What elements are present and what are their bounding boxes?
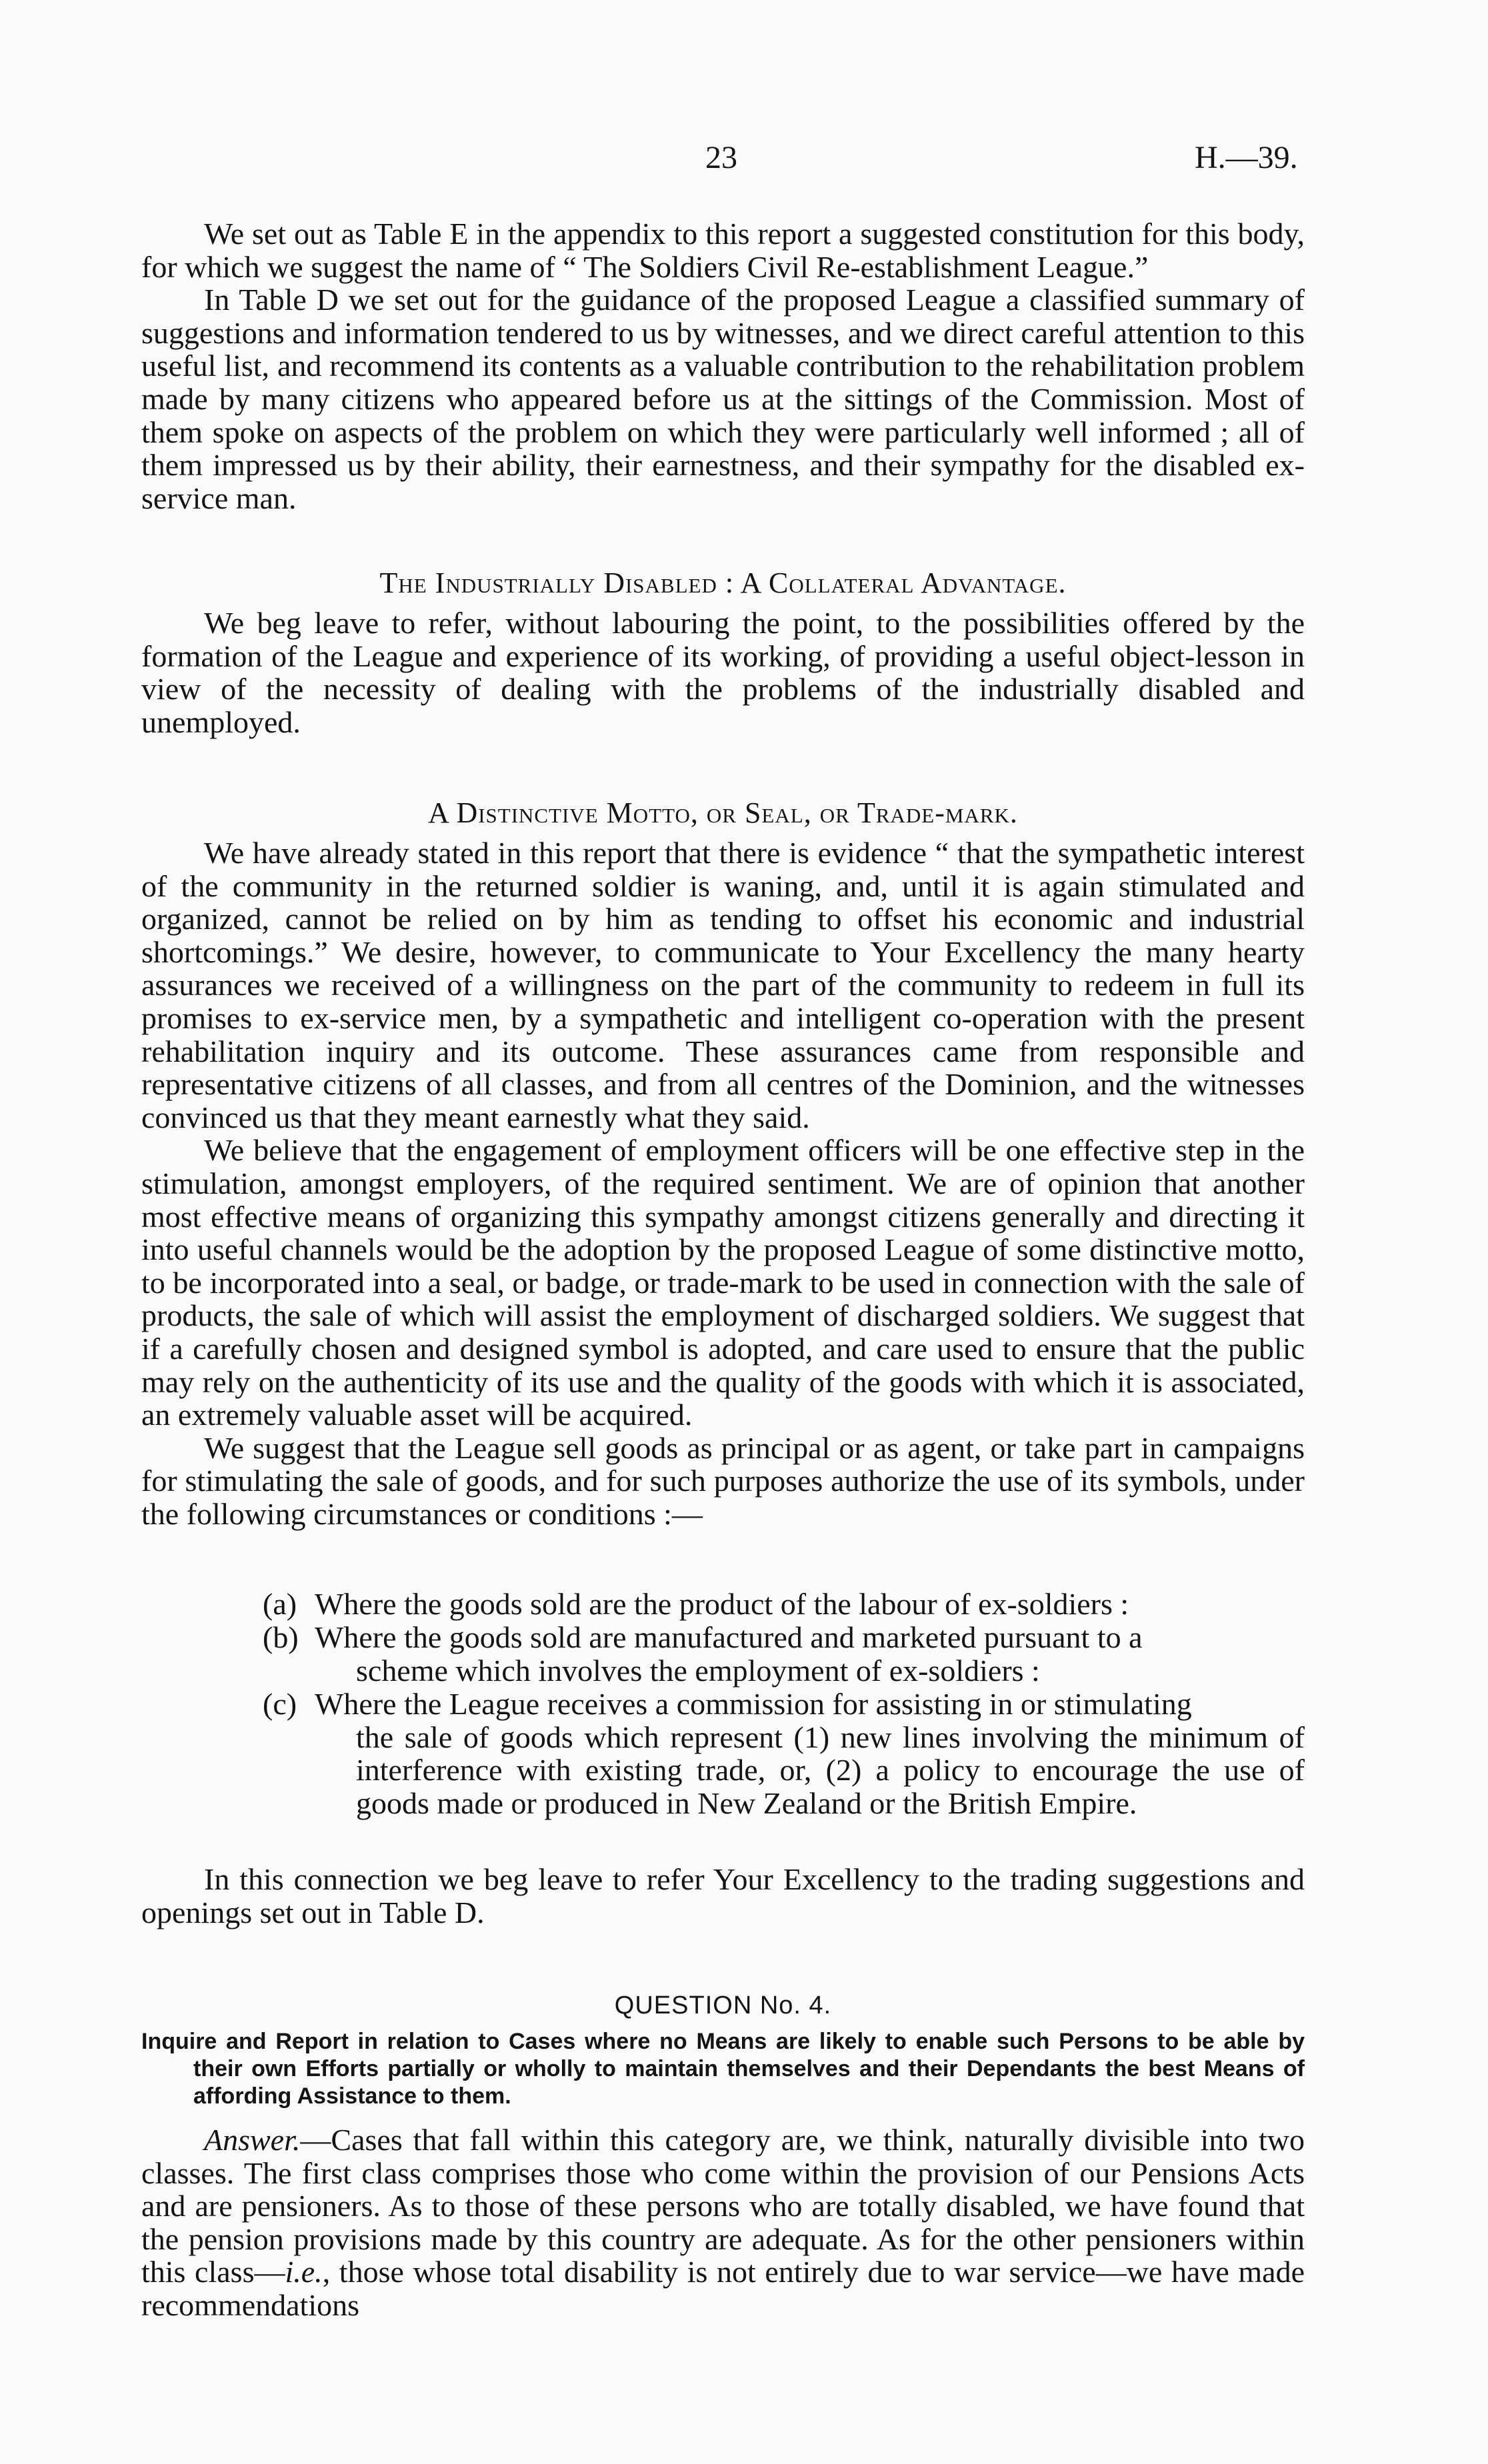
body-text-3 (141, 836, 1305, 1530)
list-item-c: (c) Where the League receives a commission for assisting in or stimulating the sale of goods which represent (1) new lines involving the minimum of interference with existing trade, or, (2) a policy to encourage the use of goods made or produced in New Zealand or the British Empire. (263, 1687, 1305, 1820)
list-label-a: (a) (263, 1587, 297, 1621)
answer-text (141, 2123, 1305, 2322)
list-label-b: (b) (263, 1620, 299, 1654)
document-reference: H.—39. (1195, 140, 1298, 175)
answer-label: Answer. (204, 2123, 301, 2157)
answer-paragraph: Answer.—Cases that fall within this category are, we think, naturally divisible into two classes. The first class comprises those who come within the provision of our Pensions Acts and are pensioners. As to those of these persons who are totally disabled, we have found that the pension provisions made by this country are adequate. As for the other pensioners within this class—i.e., those whose total disability is not entirely due to war service—we have made recommendations (141, 2123, 1305, 2322)
page-number: 23 (705, 140, 737, 175)
body-text-2 (141, 607, 1305, 738)
body-text (141, 217, 1305, 515)
question-body: Inquire and Report in relation to Cases where no Means are likely to enable such Persons to be able by their own Efforts partially or wholly to maintain themselves and their Dependants the best Means of affording Assistance to them. (141, 2029, 1305, 2109)
paragraph-4: We have already stated in this report that there is evidence “ that the sympathetic interest of the community in the returned soldier is waning, and, until it is again stimulated and organized, cannot be relied on by him as tending to offset his economic and industrial shortcomings.” We desire, however, to communicate to Your Excellency the many hearty assurances we received of a willingness on the part of the community to redeem in full its promises to ex-service men, by a sympathetic and intelligent co-operation with the present rehabilitation inquiry and its outcome. These assurances came from responsible and representative citizens of all classes, and from all centres of the Dominion, and the witnesses convinced us that they meant earnestly what they said. (141, 836, 1305, 1134)
paragraph-2: In Table D we set out for the guidance of the proposed League a classified summary of suggestions and information tendered to us by witnesses, and we direct careful attention to this useful list, and recommend its contents as a valuable contribution to the rehabilitation problem made by many citizens who appeared before us at the sittings of the Commission. Most of them spoke on aspects of the problem on which they were particularly well informed ; all of them impressed us by their ability, their earnestness, and their sympathy for the disabled ex-service man. (141, 283, 1305, 515)
list-label-c: (c) (263, 1687, 297, 1721)
question-title: QUESTION No. 4. (614, 1991, 832, 2019)
paragraph-6: We suggest that the League sell goods as principal or as agent, or take part in campaigns for stimulating the sale of goods, and for such purposes authorize the use of its symbols, under the following circumstances or conditions :— (141, 1430, 1305, 1531)
paragraph-7: In this connection we beg leave to refer Your Excellency to the trading suggestions and openings set out in Table D. (141, 1862, 1305, 1929)
section-heading-industrially-disabled: The Industrially Disabled : A Collateral Advantage. (379, 567, 1067, 599)
list-item-a: (a) Where the goods sold are the product of the labour of ex-soldiers : (263, 1587, 1129, 1621)
paragraph-1: We set out as Table E in the appendix to this report a suggested constitution for this body, for which we suggest the name of “ The Soldiers Civil Re-establishment League.” (141, 217, 1305, 284)
paragraph-5: We believe that the engagement of employment officers will be one effective step in the stimulation, amongst employers, of the required sentiment. We are of opinion that another most effective means of organizing this sympathy amongst citizens generally and directing it into useful channels would be the adoption by the proposed League of some distinctive motto, to be incorporated into a seal, or badge, or trade-mark to be used in connection with the sale of products, the sale of which will assist the employment of discharged soldiers. We suggest that if a carefully chosen and designed symbol is adopted, and care used to ensure that the public may rely on the authenticity of its use and the quality of the goods with which it is associated, an extremely valuable asset will be acquired. (141, 1133, 1305, 1432)
section-heading-distinctive-motto: A Distinctive Motto, or Seal, or Trade-mark. (428, 796, 1018, 829)
body-text-4 (141, 1863, 1305, 1929)
paragraph-3: We beg leave to refer, without labouring the point, to the possibilities offered by the formation of the League and experience of its working, of providing a useful object-lesson in view of the necessity of dealing with the problems of the industrially disabled and unemployed. (141, 606, 1305, 739)
list-item-b: (b) Where the goods sold are manufactured and marketed pursuant to a scheme which involves the employment of ex-soldiers : (263, 1620, 1143, 1688)
